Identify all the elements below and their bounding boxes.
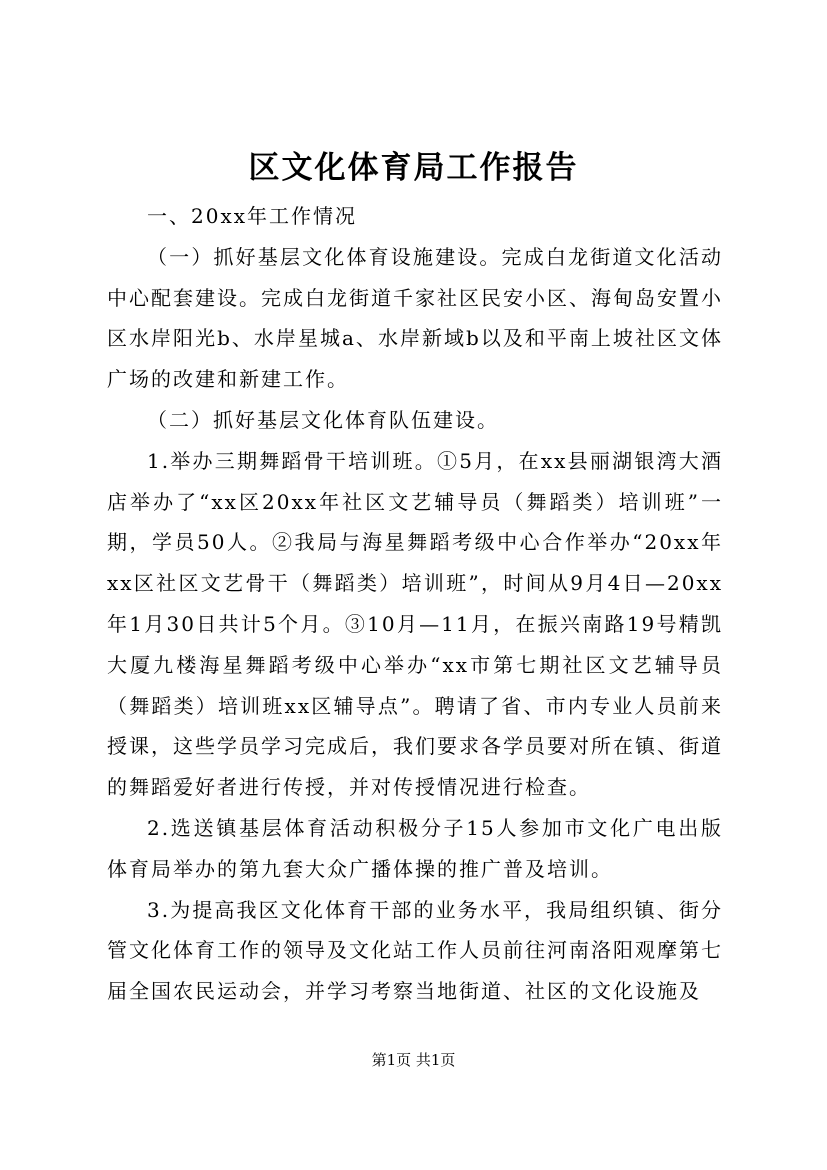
page-footer: 第1页 共1页 — [371, 1051, 456, 1069]
document-title: 区文化体育局工作报告 — [248, 150, 579, 186]
paragraph: 1.举办三期舞蹈骨干培训班。①5月，在xx县丽湖银湾大酒店举办了“xx区20xx年社区文艺辅导员（舞蹈类）培训班”一期，学员50人。②我局与海星舞蹈考级中心合作举办“20xx年xx区社区文艺骨干（舞蹈类）培训班”，时间从9月4日—20xx年1月30日共计5个月。③10月—11月，在振兴南路19号精凯大厦九楼海星舞蹈考级中心举办“xx市第七期社区文艺辅导员（舞蹈类）培训班xx区辅导点”。聘请了省、市内专业人员前来授课，这些学员学习完成后，我们要求各学员要对所在镇、街道的舞蹈爱好者进行传授，并对传授情况进行检查。 — [107, 448, 723, 800]
paragraph: 2.选送镇基层体育活动积极分子15人参加市文化广电出版体育局举办的第九套大众广播体操的推广普及培训。 — [107, 815, 723, 881]
paragraph: （二）抓好基层文化体育队伍建设。 — [147, 407, 499, 432]
paragraph: 3.为提高我区文化体育干部的业务水平，我局组织镇、街分管文化体育工作的领导及文化站工作人员前往河南洛阳观摩第七届全国农民运动会，并学习考察当地街道、社区的文化设施及 — [107, 897, 723, 1004]
paragraph: （一）抓好基层文化体育设施建设。完成白龙街道文化活动中心配套建设。完成白龙街道千家社区民安小区、海甸岛安置小区水岸阳光b、水岸星城a、水岸新域b以及和平南上坡社区文体广场的改建和新建工作。 — [107, 244, 723, 392]
document-body — [107, 196, 723, 1012]
section-heading: 一、20xx年工作情况 — [147, 204, 358, 228]
